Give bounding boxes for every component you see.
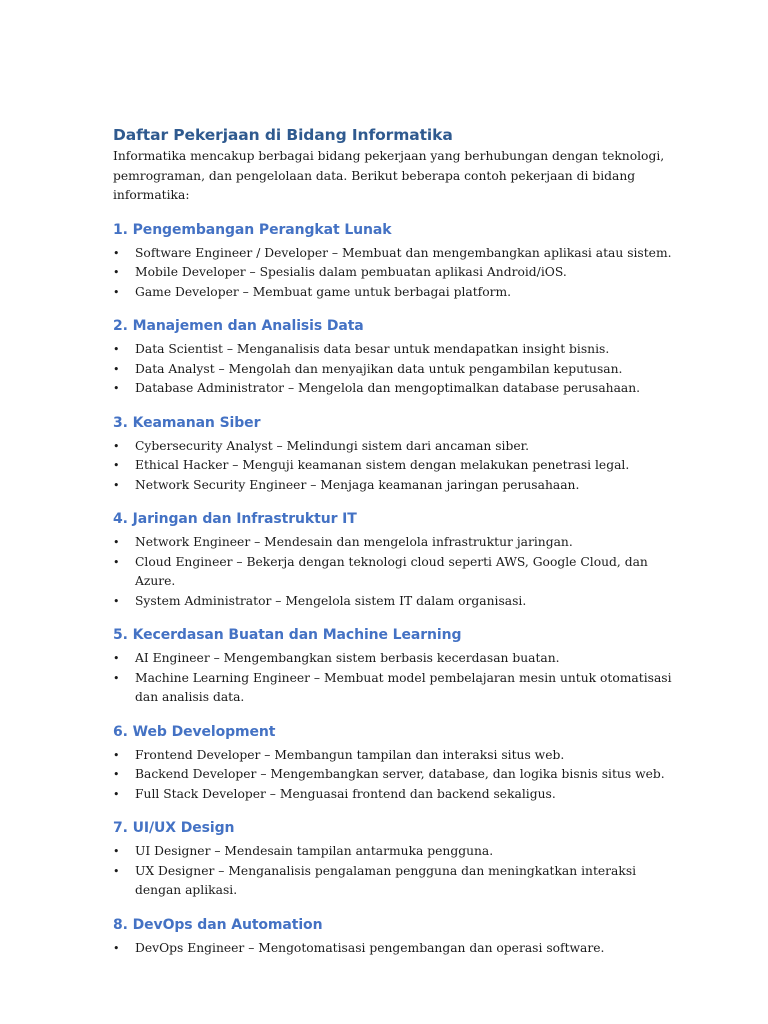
bullet-list bbox=[113, 437, 673, 496]
list-item-text: Cloud Engineer – Bekerja dengan teknologi cloud seperti AWS, Google Cloud, dan Azure. bbox=[135, 554, 648, 588]
list-item-text: Machine Learning Engineer – Membuat model pembelajaran mesin untuk otomatisasi dan analisis data. bbox=[135, 670, 672, 704]
section-heading: 5. Kecerdasan Buatan dan Machine Learning bbox=[113, 627, 462, 643]
document-body bbox=[113, 124, 673, 958]
list-item bbox=[113, 785, 673, 805]
section-heading: 2. Manajemen dan Analisis Data bbox=[113, 318, 364, 334]
list-item bbox=[113, 553, 673, 592]
list-item bbox=[113, 592, 673, 612]
bullet-list bbox=[113, 842, 673, 901]
list-item bbox=[113, 476, 673, 496]
document-title: Daftar Pekerjaan di Bidang Informatika bbox=[113, 126, 453, 144]
list-item-text: Database Administrator – Mengelola dan mengoptimalkan database perusahaan. bbox=[135, 381, 641, 395]
bullet-icon: • bbox=[113, 768, 120, 781]
list-item-text: DevOps Engineer – Mengotomatisasi pengembangan dan operasi software. bbox=[135, 940, 605, 955]
section-heading: 7. UI/UX Design bbox=[113, 820, 235, 836]
section-heading: 1. Pengembangan Perangkat Lunak bbox=[113, 221, 392, 238]
list-item bbox=[113, 649, 673, 669]
list-item-text: Full Stack Developer – Menguasai frontend dan backend sekaligus. bbox=[135, 786, 556, 801]
list-item bbox=[113, 746, 673, 766]
list-item-text: Network Security Engineer – Menjaga keamanan jaringan perusahaan. bbox=[135, 477, 580, 492]
list-item bbox=[113, 437, 673, 457]
list-item-text: Network Engineer – Mendesain dan mengelola infrastruktur jaringan. bbox=[135, 535, 573, 549]
list-item bbox=[113, 263, 673, 283]
list-item bbox=[113, 340, 673, 360]
bullet-list bbox=[113, 649, 673, 708]
list-item-text: Game Developer – Membuat game untuk berbagai platform. bbox=[135, 284, 512, 299]
bullet-icon: • bbox=[113, 343, 120, 356]
sections-container bbox=[113, 220, 673, 959]
bullet-icon: • bbox=[113, 845, 120, 858]
bullet-icon: • bbox=[113, 439, 120, 453]
list-item bbox=[113, 533, 673, 553]
list-item bbox=[113, 456, 673, 476]
list-item-text: Ethical Hacker – Menguji keamanan sistem dengan melakukan penetrasi legal. bbox=[135, 458, 630, 472]
bullet-list bbox=[113, 746, 673, 805]
list-item-text: UX Designer – Menganalisis pengalaman pengguna dan meningkatkan interaksi dengan aplikasi. bbox=[135, 863, 637, 897]
list-item-text: Data Analyst – Mengolah dan menyajikan data untuk pengambilan keputusan. bbox=[135, 361, 623, 376]
bullet-icon: • bbox=[113, 671, 120, 685]
bullet-list bbox=[113, 939, 673, 959]
bullet-icon: • bbox=[113, 246, 120, 260]
bullet-icon: • bbox=[113, 748, 120, 762]
bullet-icon: • bbox=[113, 787, 120, 801]
section-heading: 4. Jaringan dan Infrastruktur IT bbox=[113, 511, 357, 527]
intro-paragraph: Informatika mencakup berbagai bidang pekerjaan yang berhubungan dengan teknologi, pemrograman, dan pengelolaan data. Berikut beberapa contoh pekerjaan di bidang informatika: bbox=[113, 149, 665, 202]
bullet-icon: • bbox=[113, 555, 120, 569]
bullet-icon: • bbox=[113, 594, 120, 608]
list-item bbox=[113, 842, 673, 862]
bullet-icon: • bbox=[113, 478, 120, 492]
list-item-text: AI Engineer – Mengembangkan sistem berbasis kecerdasan buatan. bbox=[135, 651, 560, 665]
list-item-text: UI Designer – Mendesain tampilan antarmuka pengguna. bbox=[135, 844, 494, 858]
list-item-text: System Administrator – Mengelola sistem IT dalam organisasi. bbox=[135, 593, 527, 608]
section-heading: 6. Web Development bbox=[113, 723, 276, 740]
list-item bbox=[113, 862, 673, 901]
list-item-text: Backend Developer – Mengembangkan server, database, dan logika bisnis situs web. bbox=[135, 767, 665, 781]
list-item-text: Mobile Developer – Spesialis dalam pembuatan aplikasi Android/iOS. bbox=[135, 265, 567, 279]
bullet-icon: • bbox=[113, 941, 120, 955]
bullet-icon: • bbox=[113, 382, 120, 395]
bullet-icon: • bbox=[113, 864, 120, 878]
bullet-icon: • bbox=[113, 362, 120, 376]
list-item bbox=[113, 669, 673, 708]
bullet-icon: • bbox=[113, 285, 120, 299]
list-item-text: Data Scientist – Menganalisis data besar untuk mendapatkan insight bisnis. bbox=[135, 342, 610, 356]
bullet-icon: • bbox=[113, 652, 120, 665]
list-item bbox=[113, 379, 673, 399]
bullet-icon: • bbox=[113, 459, 120, 472]
list-item bbox=[113, 765, 673, 785]
bullet-list bbox=[113, 340, 673, 399]
bullet-icon: • bbox=[113, 536, 120, 549]
list-item-text: Software Engineer / Developer – Membuat dan mengembangkan aplikasi atau sistem. bbox=[135, 245, 672, 260]
bullet-list bbox=[113, 244, 673, 303]
list-item bbox=[113, 360, 673, 380]
bullet-icon: • bbox=[113, 266, 120, 279]
section-heading: 3. Keamanan Siber bbox=[113, 414, 261, 431]
list-item-text: Frontend Developer – Membangun tampilan dan interaksi situs web. bbox=[135, 747, 565, 762]
list-item bbox=[113, 939, 673, 959]
list-item bbox=[113, 283, 673, 303]
list-item-text: Cybersecurity Analyst – Melindungi sistem dari ancaman siber. bbox=[135, 438, 530, 453]
section-heading: 8. DevOps dan Automation bbox=[113, 916, 323, 933]
bullet-list bbox=[113, 533, 673, 611]
list-item bbox=[113, 244, 673, 264]
